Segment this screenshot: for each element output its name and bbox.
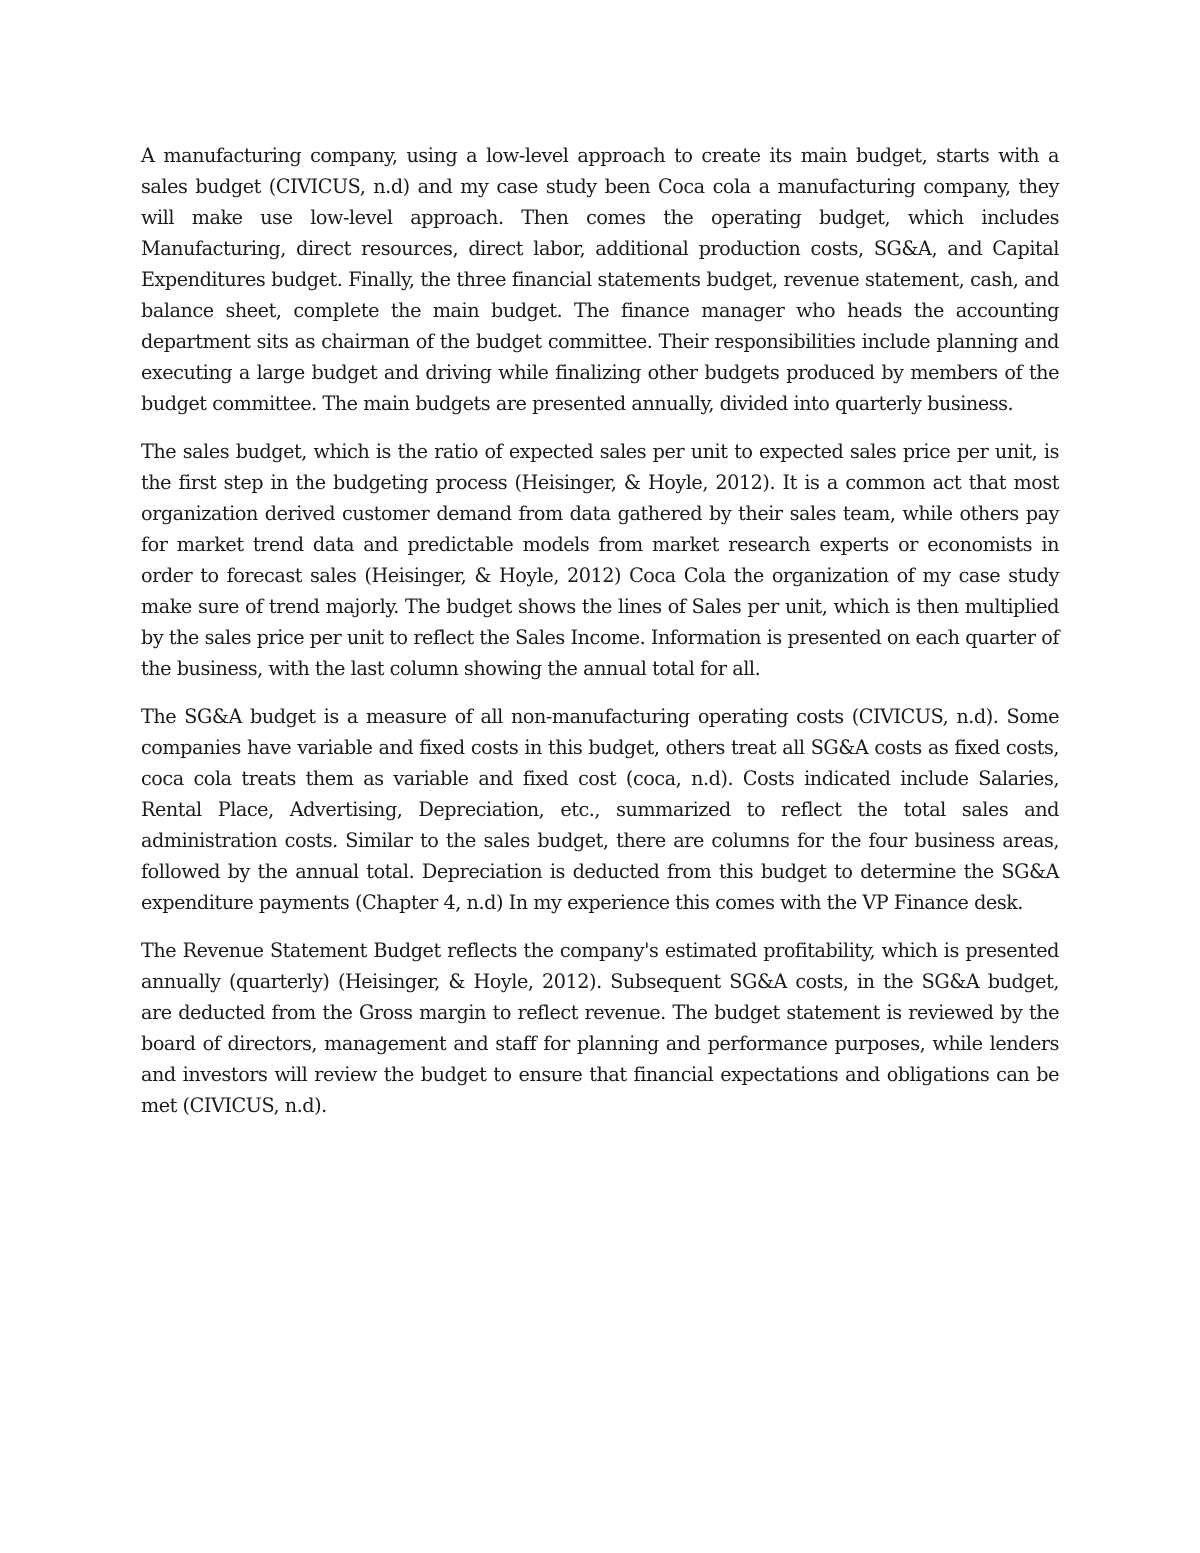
paragraph-3: The SG&A budget is a measure of all non-manufacturing operating costs (CIVICUS, n.d). Some companies have variable and fixed costs in this budget, others treat all SG&A costs as fixed costs, coca cola treats them as variable and fixed cost (coca, n.d). Costs indicated include Salaries, Rental Place, Advertising, Depreciation, etc., summarized to reflect the total sales and administration costs. Similar to the sales budget, there are columns for the four business areas, followed by the annual total. Depreciation is deducted from this budget to determine the SG&A expenditure payments (Chapter 4, n.d) In my experience this comes with the VP Finance desk.	[141, 705, 1059, 914]
paragraph-1: A manufacturing company, using a low-level approach to create its main budget, starts with a sales budget (CIVICUS, n.d) and my case study been Coca cola a manufacturing company, they will make use low-level approach. Then comes the operating budget, which includes Manufacturing, direct resources, direct labor, additional production costs, SG&A, and Capital Expenditures budget. Finally, the three financial statements budget, revenue statement, cash, and balance sheet, complete the main budget. The finance manager who heads the accounting department sits as chairman of the budget committee. Their responsibilities include planning and executing a large budget and driving while finalizing other budgets produced by members of the budget committee. The main budgets are presented annually, divided into quarterly business.	[141, 144, 1059, 415]
document-body	[141, 140, 1059, 1121]
paragraph-2: The sales budget, which is the ratio of expected sales per unit to expected sales price per unit, is the first step in the budgeting process (Heisinger, & Hoyle, 2012). It is a common act that most organization derived customer demand from data gathered by their sales team, while others pay for market trend data and predictable models from market research experts or economists in order to forecast sales (Heisinger, & Hoyle, 2012) Coca Cola the organization of my case study make sure of trend majorly. The budget shows the lines of Sales per unit, which is then multiplied by the sales price per unit to reflect the Sales Income. Information is presented on each quarter of the business, with the last column showing the annual total for all.	[141, 440, 1059, 680]
paragraph-4: The Revenue Statement Budget reflects the company's estimated profitability, which is presented annually (quarterly) (Heisinger, & Hoyle, 2012). Subsequent SG&A costs, in the SG&A budget, are deducted from the Gross margin to reflect revenue. The budget statement is reviewed by the board of directors, management and staff for planning and performance purposes, while lenders and investors will review the budget to ensure that financial expectations and obligations can be met (CIVICUS, n.d).	[141, 939, 1059, 1117]
